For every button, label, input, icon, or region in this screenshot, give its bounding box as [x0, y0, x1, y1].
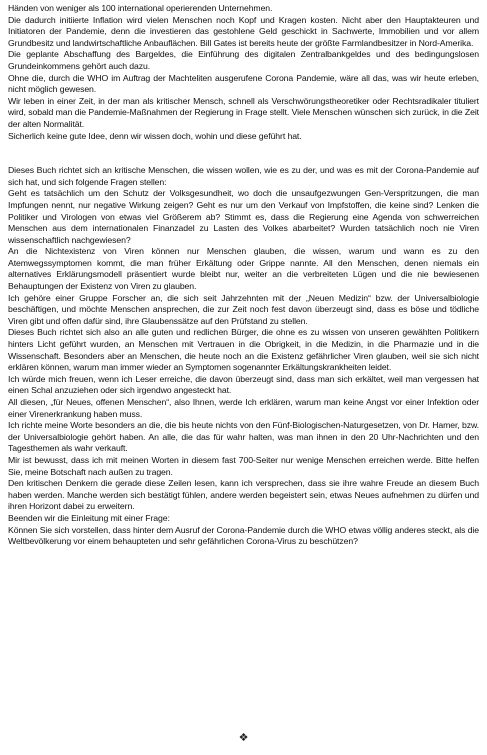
paragraph: Ohne die, durch die WHO im Auftrag der Machteliten ausgerufene Corona Pandemie, wäre all das, was wir heute erleben, nicht möglich gewesen.: [8, 72, 479, 95]
paragraph: Ich gehöre einer Gruppe Forscher an, die sich seit Jahrzehnten mit der „Neuen Medizin“ bzw. der Universalbiologie beschäftigen, und möchte Menschen ansprechen, die zur Zeit noch fest davon überzeugt sind, dass es böse und tödliche Viren gibt und offen dafür sind, ihre Glaubenssätze auf den Prüfstand zu stellen.: [8, 292, 479, 326]
paragraph: Geht es tatsächlich um den Schutz der Volksgesundheit, wo doch die unsaufgezwungen Gen-Verspritzungen, die man Impfungen nennt, nur negative Wirkung zeigen? Geht es nur um den Verkauf von Impfstoffen, die keine sind? Lenken die Politiker und Virologen von etwas viel Größerem ab? Stimmt es, dass die Regierung eine Agenda von schwerreichen Menschen aus dem internationalen Finanzadel zu Lasten des Volkes abarbeitet? Wurden tatsächlich noch nie Viren wissenschaftlich nachgewiesen?: [8, 188, 479, 245]
paragraph: Ich richte meine Worte besonders an die, die bis heute nichts von den Fünf-Biologischen-Naturgesetzen, von Dr. Hamer, bzw. der Universalbiologie gehört haben. An alle, die das für wahr halten, was man ihnen in den 20 Uhr-Nachrichten und den Tagesthemen als wahr verkauft.: [8, 420, 479, 454]
paragraph: Die dadurch initiierte Inflation wird vielen Menschen noch Kopf und Kragen kosten. Nicht aber den Hauptakteuren und Initiatoren der Pandemie, denn die investieren das gestohlene Geld geschickt in Sachwerte, Immobilien und vor allem Grundbesitz und landwirtschaftliche Anbauflächen. Bill Gates ist bereits heute der größte Farmlandbesitzer in Nord-Amerika.: [8, 14, 479, 48]
paragraph: Ich würde mich freuen, wenn ich Leser erreiche, die davon überzeugt sind, dass man sich erkältet, weil man vergessen hat einen Schal anzuziehen oder sich irgendwo angesteckt hat.: [8, 373, 479, 396]
paragraph: Händen von weniger als 100 international operierenden Unternehmen.: [8, 3, 273, 13]
text-block-2: [8, 165, 479, 548]
paragraph: Dieses Buch richtet sich also an alle guten und redlichen Bürger, die ohne es zu wissen von unseren gewählten Politikern hinters Licht geführt wurden, an Menschen mit Vertrauen in die Obrigkeit, in die Medizin, in die Pharmazie und in die Wissenschaft. Besonders aber an Menschen, die heute noch an die Existenz gefährlicher Viren glauben, weil sie sich nicht erklären können, warum man immer wieder an Symptomen sogenannter Erkältungskrankheiten leidet.: [8, 327, 479, 373]
paragraph: Dieses Buch richtet sich an kritische Menschen, die wissen wollen, wie es zu der, und was es mit der Corona-Pandemie auf sich hat, und sich folgende Fragen stellen:: [8, 165, 479, 187]
paragraph: An die Nichtexistenz von Viren können nur Menschen glauben, die wissen, warum und wann es zu den Atemwegssymptomen kommt, die man früher Erkältung oder Grippe nannte. All den Menschen, denen niemals ein alternatives Erklärungsmodell präsentiert wurde bleibt nur, weiter an die verbreiteten Lügen und die nie bewiesenen Behauptungen der Existenz von Viren zu glauben.: [8, 246, 479, 292]
paragraph: Mir ist bewusst, dass ich mit meinen Worten in diesem fast 700-Seiter nur wenige Menschen erreichen werde. Bitte helfen Sie, meine Botschaft nach außen zu tragen.: [8, 454, 479, 477]
paragraph: Wir leben in einer Zeit, in der man als kritischer Mensch, schnell als Verschwörungstheoretiker oder Rechtsradikaler tituliert wird, sobald man die Pandemie-Maßnahmen der Regierung in Frage stellt. Viele Menschen wünschen sich zurück, in die Zeit der alten Normalität.: [8, 95, 479, 129]
text-block-1: [8, 3, 479, 142]
document-page: [8, 3, 479, 548]
paragraph: All diesen, „für Neues, offenen Menschen“, also Ihnen, werde Ich erklären, warum man keine Angst vor einer Infektion oder einer Virenerkrankung haben muss.: [8, 397, 479, 419]
paragraph: Die geplante Abschaffung des Bargeldes, die Einführung des digitalen Zentralbankgeldes und des bedingungslosen Grundeinkommens gehört auch dazu.: [8, 49, 479, 71]
paragraph: Sicherlich keine gute Idee, denn wir wissen doch, wohin und diese geführt hat.: [8, 130, 302, 141]
section-divider-ornament-icon: ❖: [238, 731, 249, 744]
paragraph: Beenden wir die Einleitung mit einer Frage:: [8, 512, 170, 523]
paragraph: Den kritischen Denkern die gerade diese Zeilen lesen, kann ich versprechen, dass sie ihre wahre Freude an diesem Buch haben werden. Manche werden sich bestätigt fühlen, andere werden begeistert sein, etwas Neues aufnehmen zu dürfen und ihren Horizont dabei zu erweitern.: [8, 478, 479, 512]
paragraph: Können Sie sich vorstellen, dass hinter dem Ausruf der Corona-Pandemie durch die WHO etwas völlig anderes steckt, als die Weltbevölkerung vor einem behaupteten und sehr gefährlichen Corona-Virus zu beschützen?: [8, 524, 479, 547]
paragraph-gap: [8, 142, 479, 165]
